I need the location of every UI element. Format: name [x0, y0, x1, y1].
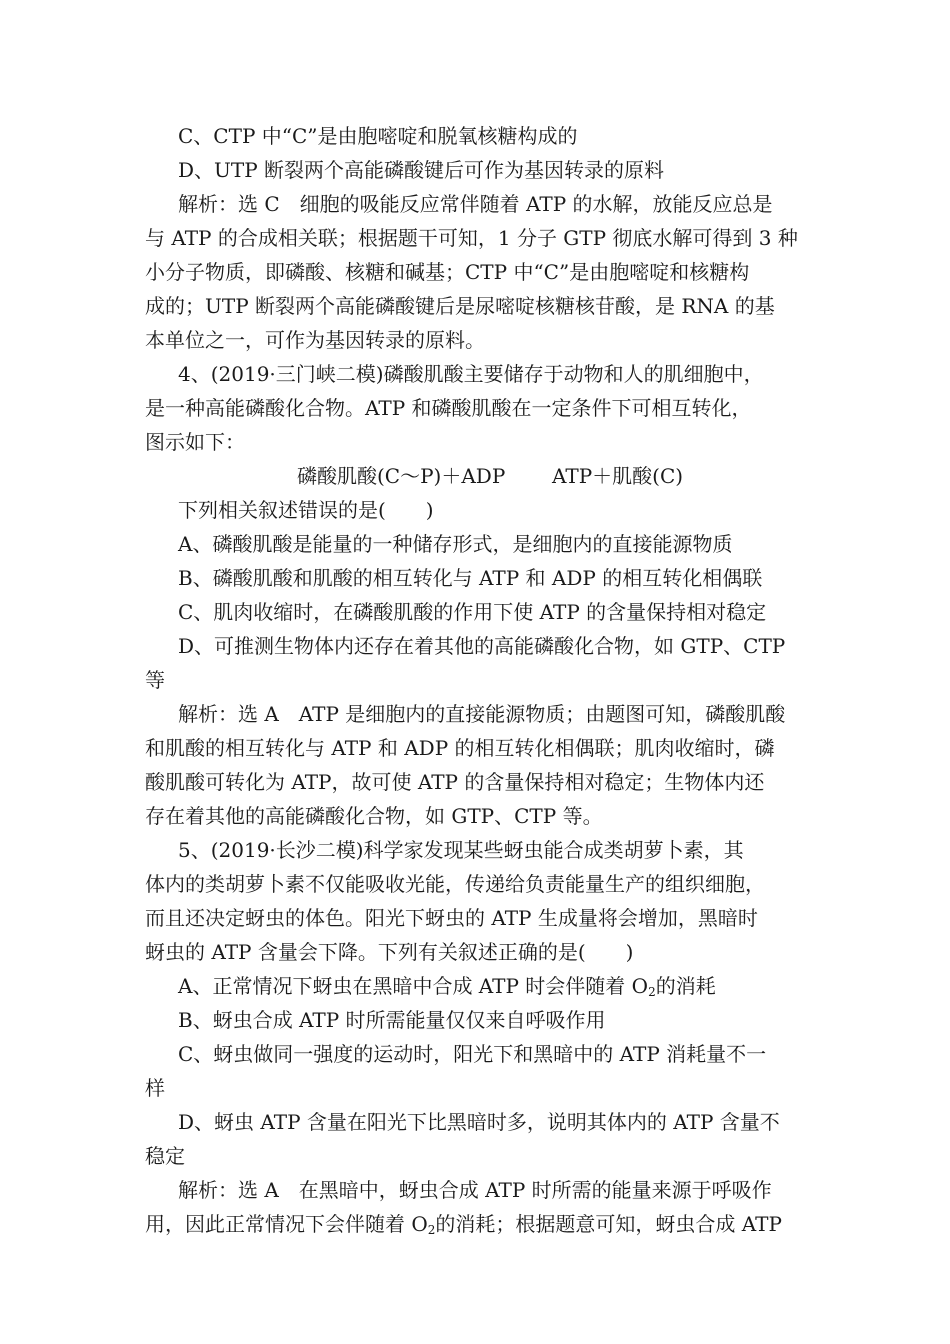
q4-analysis-line-4: 存在着其他的高能磷酸化合物，如 GTP、CTP 等。	[145, 804, 603, 828]
q5-stem-line-1: 5、(2019·长沙二模)科学家发现某些蚜虫能合成类胡萝卜素，其	[178, 838, 744, 862]
subscript-2: 2	[648, 985, 656, 999]
q5-analysis-line-2-tail: 的消耗；根据题意可知，蚜虫合成 ATP	[435, 1212, 782, 1236]
q5-option-a-tail: 的消耗	[655, 974, 716, 998]
q3-analysis-line-5: 本单位之一，可作为基因转录的原料。	[145, 328, 485, 352]
q5-stem-line-3: 而且还决定蚜虫的体色。阳光下蚜虫的 ATP 生成量将会增加，黑暗时	[145, 906, 758, 930]
q5-option-a	[178, 974, 716, 1004]
q4-equation-right: ATP＋肌酸(C)	[552, 464, 684, 488]
q5-analysis-line-1: 解析：选 A 在黑暗中，蚜虫合成 ATP 时所需的能量来源于呼吸作	[178, 1178, 772, 1202]
q5-stem-line-4: 蚜虫的 ATP 含量会下降。下列有关叙述正确的是( )	[145, 940, 634, 964]
q4-option-d-line-1: D、可推测生物体内还存在着其他的高能磷酸化合物，如 GTP、CTP	[178, 634, 786, 658]
q3-analysis-line-2: 与 ATP 的合成相关联；根据题干可知，1 分子 GTP 彻底水解可得到 3 种	[145, 226, 798, 250]
q3-analysis-line-4: 成的；UTP 断裂两个高能磷酸键后是尿嘧啶核糖核苷酸，是 RNA 的基	[145, 294, 775, 318]
q4-question: 下列相关叙述错误的是( )	[178, 498, 434, 522]
q3-option-d: D、UTP 断裂两个高能磷酸键后可作为基因转录的原料	[178, 158, 665, 182]
q5-option-a-text: A、正常情况下蚜虫在黑暗中合成 ATP 时会伴随着 O	[178, 974, 649, 998]
q4-option-b: B、磷酸肌酸和肌酸的相互转化与 ATP 和 ADP 的相互转化相偶联	[178, 566, 763, 590]
q4-option-d-line-2: 等	[145, 668, 165, 692]
q3-analysis-line-1: 解析：选 C 细胞的吸能反应常伴随着 ATP 的水解，放能反应总是	[178, 192, 773, 216]
q5-analysis-line-2-text: 用，因此正常情况下会伴随着 O	[145, 1212, 428, 1236]
subscript-2: 2	[427, 1223, 436, 1237]
q4-stem-line-1: 4、(2019·三门峡二模)磷酸肌酸主要储存于动物和人的肌细胞中，	[178, 362, 764, 386]
q5-option-b: B、蚜虫合成 ATP 时所需能量仅仅来自呼吸作用	[178, 1008, 606, 1032]
q5-stem-line-2: 体内的类胡萝卜素不仅能吸收光能，传递给负责能量生产的组织细胞，	[145, 872, 765, 896]
q4-analysis-line-1: 解析：选 A ATP 是细胞内的直接能源物质；由题图可知，磷酸肌酸	[178, 702, 786, 726]
q4-analysis-line-3: 酸肌酸可转化为 ATP，故可使 ATP 的含量保持相对稳定；生物体内还	[145, 770, 765, 794]
q4-stem-line-2: 是一种高能磷酸化合物。ATP 和磷酸肌酸在一定条件下可相互转化，	[145, 396, 752, 420]
q4-option-a: A、磷酸肌酸是能量的一种储存形式，是细胞内的直接能源物质	[178, 532, 733, 556]
q4-stem-line-3: 图示如下：	[145, 430, 245, 454]
q4-equation-left: 磷酸肌酸(C～P)＋ADP	[297, 464, 506, 488]
q3-option-c: C、CTP 中“C”是由胞嘧啶和脱氧核糖构成的	[178, 124, 578, 148]
q4-analysis-line-2: 和肌酸的相互转化与 ATP 和 ADP 的相互转化相偶联；肌肉收缩时，磷	[145, 736, 775, 760]
q3-analysis-line-3: 小分子物质，即磷酸、核糖和碱基；CTP 中“C”是由胞嘧啶和核糖构	[145, 260, 750, 284]
q5-option-c-line-1: C、蚜虫做同一强度的运动时，阳光下和黑暗中的 ATP 消耗量不一	[178, 1042, 767, 1066]
q5-option-d-line-2: 稳定	[145, 1144, 185, 1168]
q4-option-c: C、肌肉收缩时，在磷酸肌酸的作用下使 ATP 的含量保持相对稳定	[178, 600, 767, 624]
q5-analysis-line-2	[145, 1212, 782, 1242]
q5-option-c-line-2: 样	[145, 1076, 165, 1100]
q5-option-d-line-1: D、蚜虫 ATP 含量在阳光下比黑暗时多，说明其体内的 ATP 含量不	[178, 1110, 780, 1134]
